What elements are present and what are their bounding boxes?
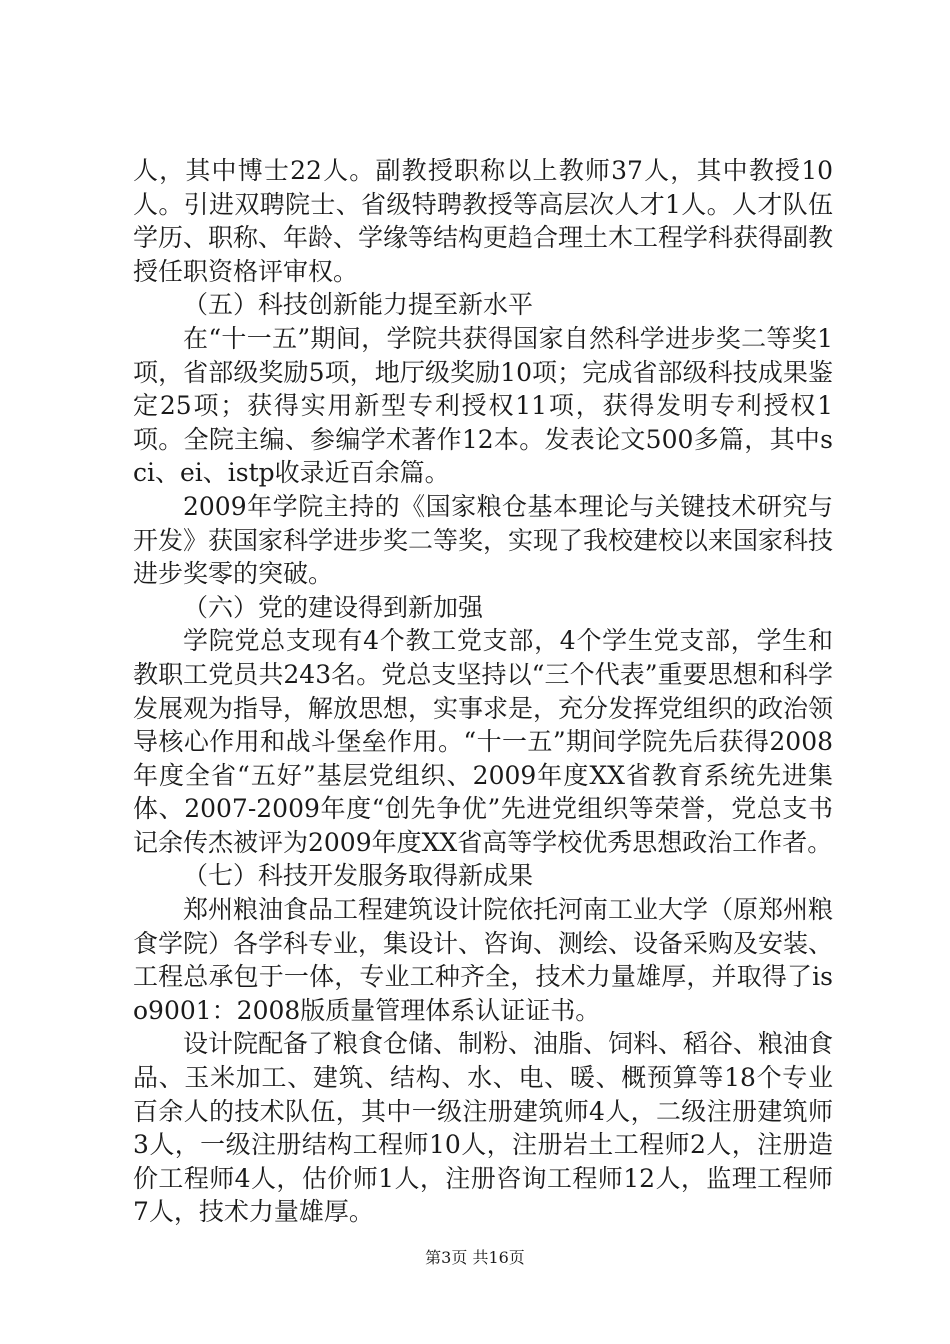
section-heading-tech-innovation: （五）科技创新能力提至新水平	[183, 290, 534, 320]
paragraph-talent-continued: 人，其中博士22人。副教授职称以上教师37人，其中教授10人。引进双聘院士、省级特聘教授等高层次人才1人。人才队伍学历、职称、年龄、学缘等结构更趋合理土木工程学科获得副教授任职资格评审权。	[133, 156, 834, 286]
paragraph-design-team: 设计院配备了粮食仓储、制粉、油脂、饲料、稻谷、粮油食品、玉米加工、建筑、结构、水、电、暖、概预算等18个专业百余人的技术队伍，其中一级注册建筑师4人，二级注册建筑师3人，一级注册结构工程师10人，注册岩土工程师2人，注册造价工程师4人，估价师1人，注册咨询工程师12人，监理工程师7人，技术力量雄厚。	[133, 1029, 834, 1227]
paragraph-party-branches: 学院党总支现有4个教工党支部，4个学生党支部，学生和教职工党员共243名。党总支坚持以“三个代表”重要思想和科学发展观为指导，解放思想，实事求是，充分发挥党组织的政治领导核心作用和战斗堡垒作用。“十一五”期间学院先后获得2008年度全省“五好”基层党组织、2009年度XX省教育系统先进集体、2007-2009年度“创先争优”先进党组织等荣誉，党总支书记余传杰被评为2009年度XX省高等学校优秀思想政治工作者。	[133, 626, 834, 857]
paragraph-tech-awards: 在“十一五”期间，学院共获得国家自然科学进步奖二等奖1项，省部级奖励5项，地厅级奖励10项；完成省部级科技成果鉴定25项；获得实用新型专利授权11项，获得发明专利授权1项。全院主编、参编学术著作12本。发表论文500多篇，其中sci、ei、istp收录近百余篇。	[133, 323, 833, 488]
page-number-footer: 第3页 共16页	[425, 1248, 525, 1267]
paragraph-design-institute: 郑州粮油食品工程建筑设计院依托河南工业大学（原郑州粮食学院）各学科专业，集设计、咨询、测绘、设备采购及安装、工程总承包于一体，专业工种齐全，技术力量雄厚，并取得了iso9001：2008版质量管理体系认证证书。	[133, 895, 834, 1025]
paragraph-grain-silo-project: 2009年学院主持的《国家粮仓基本理论与关键技术研究与开发》获国家科学进步奖二等奖，实现了我校建校以来国家科技进步奖零的突破。	[133, 491, 834, 589]
section-heading-party-building: （六）党的建设得到新加强	[183, 592, 484, 622]
document-body	[133, 154, 833, 1229]
section-heading-tech-services: （七）科技开发服务取得新成果	[183, 861, 534, 891]
